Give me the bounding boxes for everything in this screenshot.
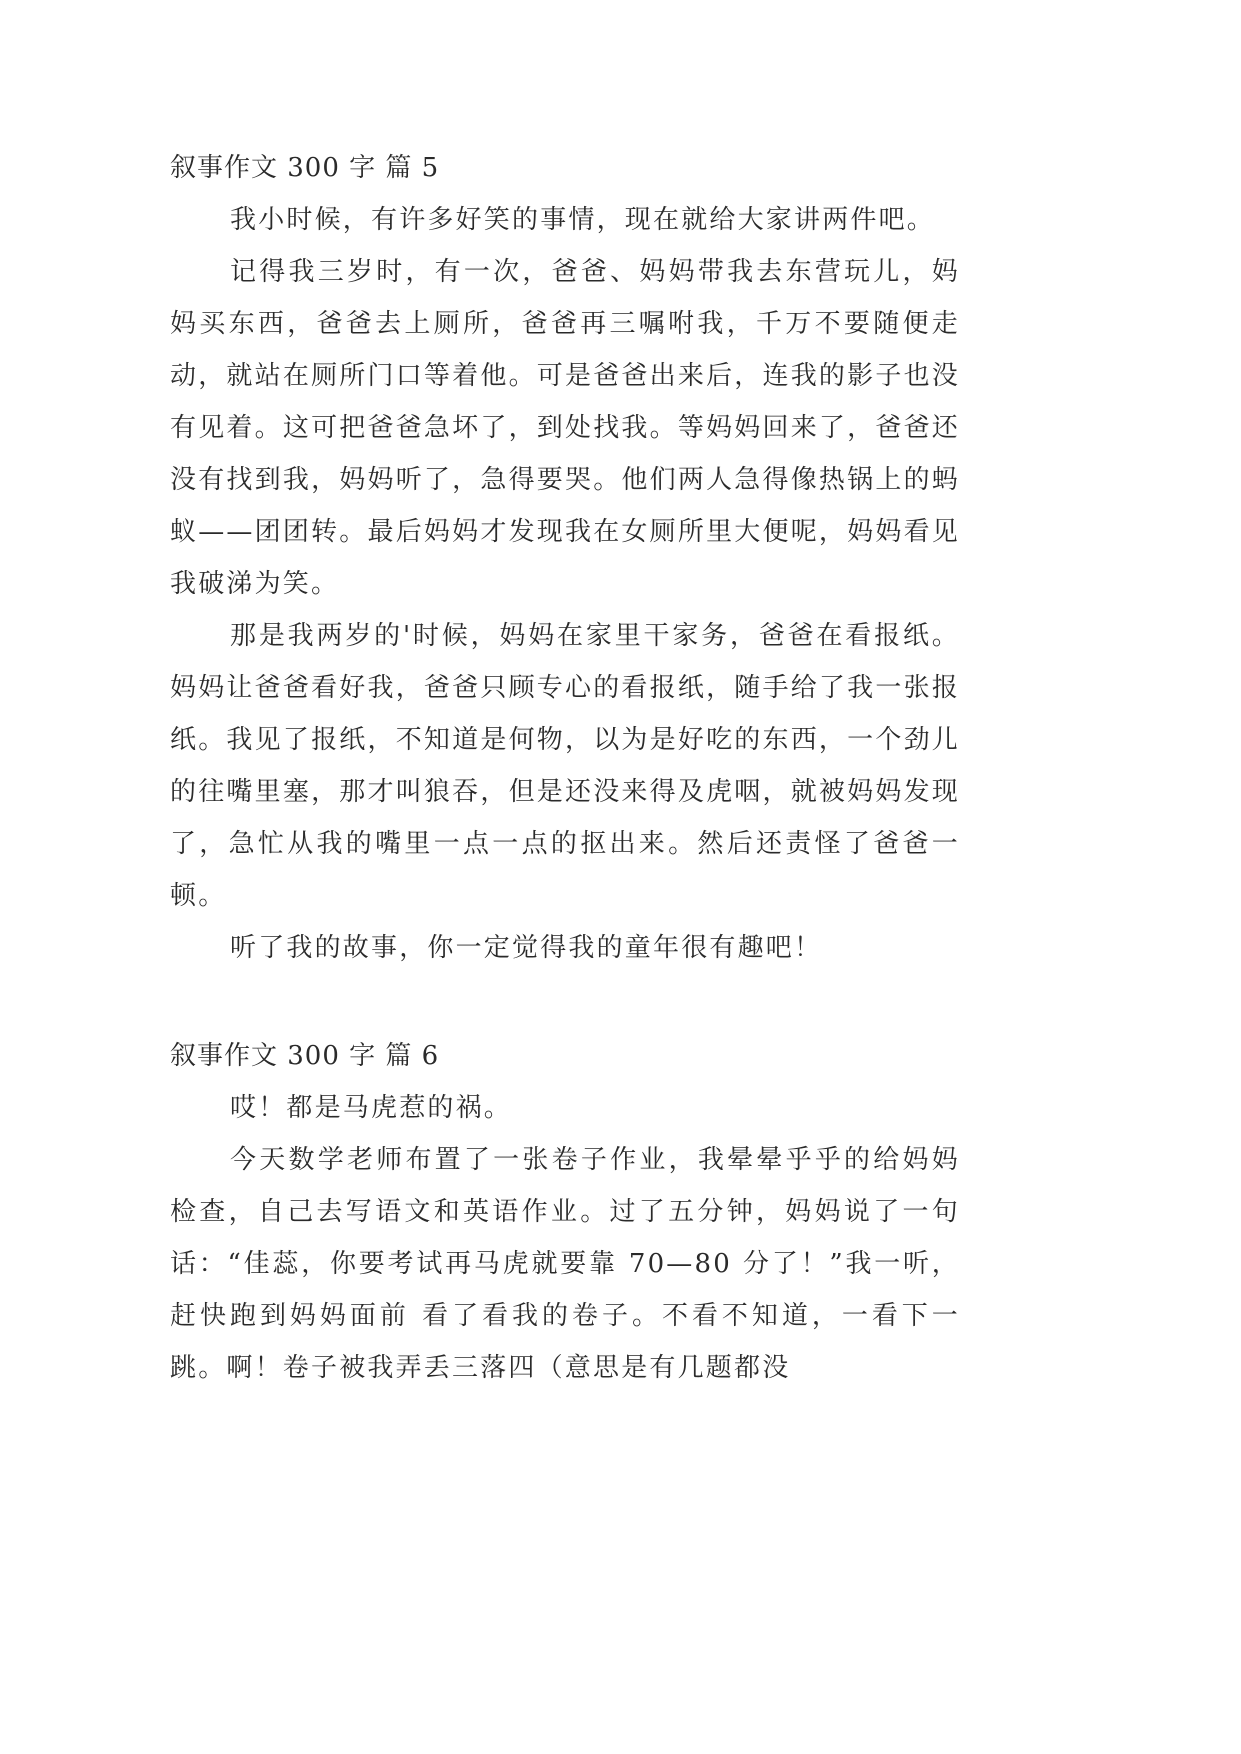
essay-section-6 bbox=[170, 1030, 960, 1394]
paragraph: 听了我的故事，你一定觉得我的童年很有趣吧！ bbox=[230, 933, 823, 963]
paragraph: 今天数学老师布置了一张卷子作业，我晕晕乎乎的给妈妈检查，自己去写语文和英语作业。过了五分钟，妈妈说了一句话：“佳蕊，你要考试再马虎就要靠 70—80 分了！”我一听，赶快跑到妈妈面前 看了看我的卷子。不看不知道，一看下一跳。啊！卷子被我弄丢三落四（意思是有几题都没 bbox=[170, 1145, 960, 1383]
section-title: 叙事作文 300 字 篇 5 bbox=[170, 153, 440, 183]
paragraph: 哎！都是马虎惹的祸。 bbox=[230, 1093, 513, 1123]
paragraph: 我小时候，有许多好笑的事情，现在就给大家讲两件吧。 bbox=[230, 205, 936, 235]
essay-section-5 bbox=[170, 142, 960, 974]
paragraph: 那是我两岁的'时候，妈妈在家里干家务，爸爸在看报纸。妈妈让爸爸看好我，爸爸只顾专心的看报纸，随手给了我一张报纸。我见了报纸，不知道是何物，以为是好吃的东西，一个劲儿的往嘴里塞，那才叫狼吞，但是还没来得及虎咽，就被妈妈发现了，急忙从我的嘴里一点一点的抠出来。然后还责怪了爸爸一顿。 bbox=[170, 621, 960, 911]
paragraph: 记得我三岁时，有一次，爸爸、妈妈带我去东营玩儿，妈妈买东西，爸爸去上厕所，爸爸再三嘱咐我，千万不要随便走动，就站在厕所门口等着他。可是爸爸出来后，连我的影子也没有见着。这可把爸爸急坏了，到处找我。等妈妈回来了，爸爸还没有找到我，妈妈听了，急得要哭。他们两人急得像热锅上的蚂蚁——团团转。最后妈妈才发现我在女厕所里大便呢，妈妈看见我破涕为笑。 bbox=[170, 257, 960, 599]
section-title: 叙事作文 300 字 篇 6 bbox=[170, 1041, 440, 1071]
